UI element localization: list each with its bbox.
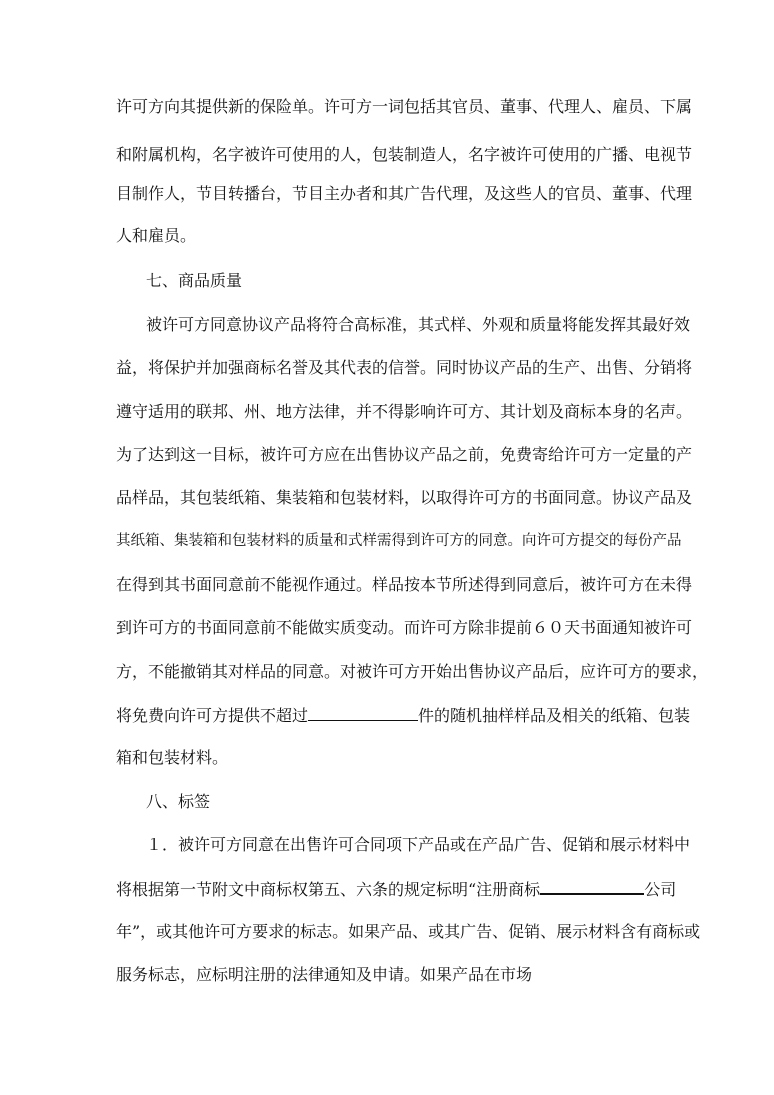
line-text: 公司 [644,880,677,899]
paragraph-line: 方，不能撤销其对样品的同意。对被许可方开始出售协议产品后，应许可方的要求， [116,662,709,681]
section-heading: 七、商品质量 [146,271,243,290]
paragraph-line: 到许可方的书面同意前不能做实质变动。而许可方除非提前６０天书面通知被许可 [116,618,693,637]
line-text: 将免费向许可方提供不超过 [116,706,309,725]
blank-underline [540,878,644,895]
paragraph-line: 许可方向其提供新的保险单。许可方一词包括其官员、董事、代理人、雇员、下属 [116,97,693,116]
paragraph-line: 品样品，其包装纸箱、集装箱和包装材料，以取得许可方的书面同意。协议产品及 [116,488,693,507]
paragraph-line: １．被许可方同意在出售许可合同项下产品或在产品广告、促销和展示材料中 [146,835,691,854]
paragraph-line: 其纸箱、集装箱和包装材料的质量和式样需得到许可方的同意。向许可方提交的每份产品 [116,533,682,549]
paragraph-line: 箱和包装材料。 [116,748,229,767]
paragraph-line [116,705,691,725]
paragraph-line: 目制作人，节目转播台，节目主办者和其广告代理，及这些人的官员、董事、代理 [116,184,693,203]
paragraph-line: 服务标志，应标明注册的法律通知及申请。如果产品在市场 [116,965,533,984]
paragraph-line: 人和雇员。 [116,226,197,245]
paragraph-line: 年”，或其他许可方要求的标志。如果产品、或其广告、促销、展示材料含有商标或 [116,922,701,941]
paragraph-line [116,878,677,899]
section-heading: 八、标签 [146,792,211,811]
paragraph-line: 为了达到这一目标，被许可方应在出售协议产品之前，免费寄给许可方一定量的产 [116,445,693,464]
paragraph-line: 被许可方同意协议产品将符合高标准，其式样、外观和质量将能发挥其最好效 [146,315,691,334]
blank-underline [308,705,418,721]
line-text: 件的随机抽样样品及相关的纸箱、包装 [418,706,691,725]
line-text: 将根据第一节附文中商标权第五、六条的规定标明“注册商标 [116,880,541,899]
paragraph-line: 益，将保护并加强商标名誉及其代表的信誉。同时协议产品的生产、出售、分销将 [116,358,693,377]
paragraph-line: 遵守适用的联邦、州、地方法律，并不得影响许可方、其计划及商标本身的名声。 [116,402,693,421]
paragraph-line: 和附属机构，名字被许可使用的人，包装制造人，名字被许可使用的广播、电视节 [116,145,693,164]
paragraph-line: 在得到其书面同意前不能视作通过。样品按本节所述得到同意后，被许可方在未得 [116,575,693,594]
